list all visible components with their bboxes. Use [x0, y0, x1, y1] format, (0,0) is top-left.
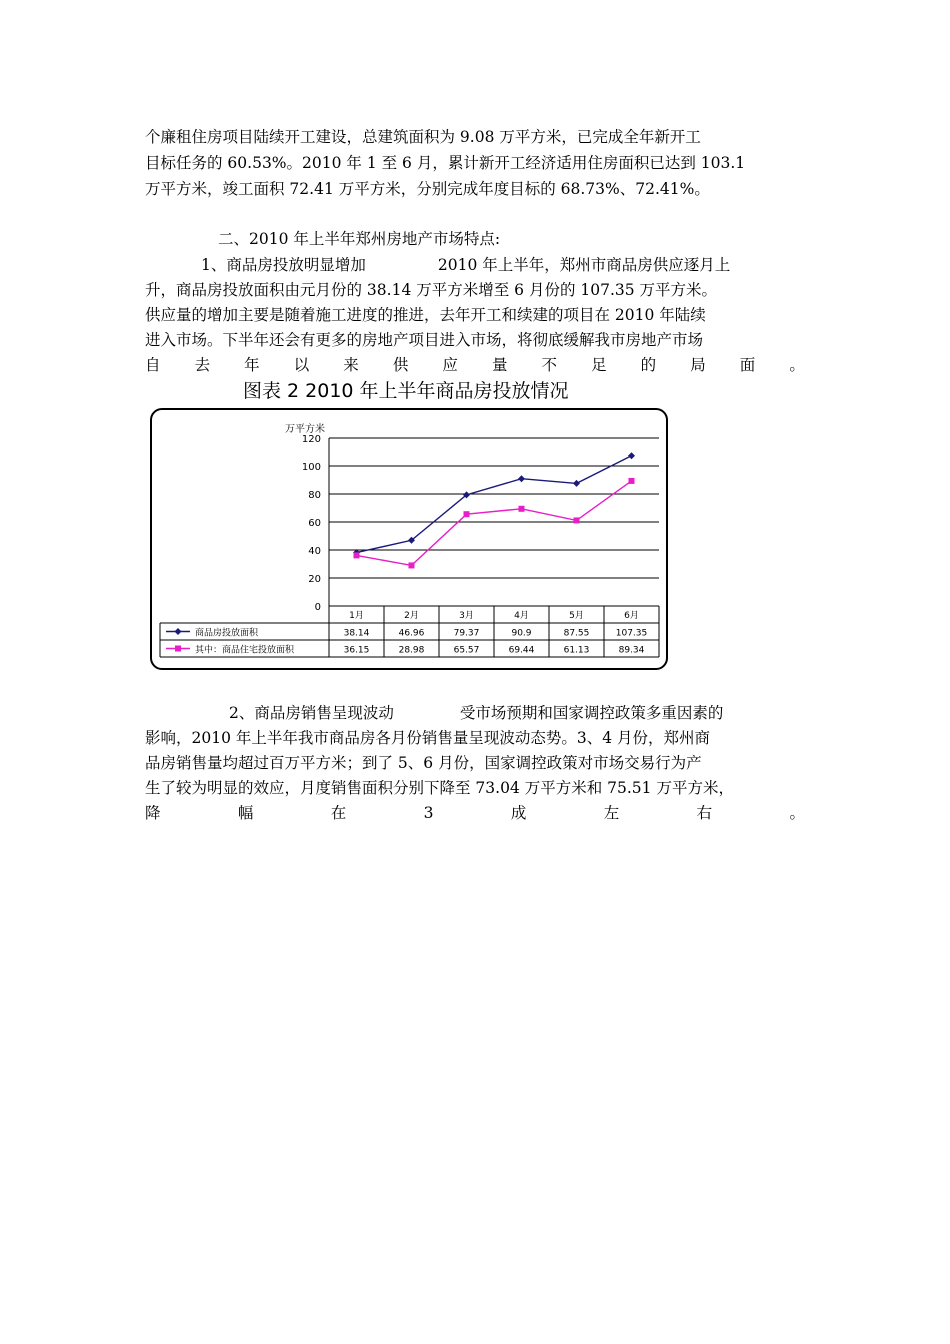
chart-frame — [150, 408, 668, 670]
data-point-marker — [354, 552, 360, 558]
y-tick-label: 0 — [314, 602, 321, 613]
x-tick-label: 6月 — [624, 611, 639, 621]
justified-char: 局 — [690, 356, 706, 374]
section-heading: 二、2010 年上半年郑州房地产市场特点: — [218, 230, 501, 248]
data-table-value: 69.44 — [508, 645, 535, 656]
paragraph-2-lead: 1、商品房投放明显增加 — [201, 256, 366, 274]
data-point-marker — [629, 478, 635, 484]
justified-char: 应 — [442, 356, 458, 374]
data-point-marker — [464, 511, 470, 517]
legend-marker — [175, 646, 181, 652]
justified-char: 量 — [491, 356, 508, 374]
paragraph-2-lead-rest: 2010 年上半年，郑州市商品房供应逐月上 — [437, 256, 731, 274]
paragraph-3-line-4: 生了较为明显的效应，月度销售面积分别下降至 73.04 万平方米和 75.51 万平方米， — [145, 779, 734, 797]
data-point-marker — [518, 475, 525, 482]
data-table-value: 61.13 — [563, 645, 590, 656]
data-table-value: 65.57 — [453, 645, 480, 656]
paragraph-1-line-3: 万平方米，竣工面积 72.41 万平方米，分别完成年度目标的 68.73%、72.41%。 — [145, 180, 710, 198]
y-axis-label: 万平方米 — [285, 424, 325, 435]
paragraph-1-line-2: 目标任务的 60.53%。2010 年 1 至 6 月，累计新开工经济适用住房面积已达到 103.1 — [145, 154, 746, 172]
justified-char: 自 — [145, 356, 161, 374]
paragraph-2-line-1 — [145, 252, 805, 278]
y-tick-label: 100 — [301, 462, 321, 473]
justified-char: 幅 — [237, 804, 254, 822]
data-table-value: 90.9 — [511, 628, 532, 639]
paragraph-3-line-3: 品房销售量均超过百万平方米；到了 5、6 月份，国家调控政策对市场交易行为产 — [145, 754, 702, 772]
data-point-marker — [628, 452, 635, 459]
series-line-1 — [357, 456, 632, 553]
y-tick-label: 60 — [308, 518, 321, 529]
justified-char: 年 — [244, 356, 260, 374]
justified-char: 足 — [591, 356, 607, 374]
paragraph-2-line-2: 升，商品房投放面积由元月份的 38.14 万平方米增至 6 月份的 107.35 万平方米。 — [145, 281, 718, 299]
justified-char: 左 — [603, 804, 620, 822]
legend-label: 商品房投放面积 — [195, 628, 259, 639]
chart-caption: 图表 2 2010 年上半年商品房投放情况 — [243, 380, 569, 402]
legend-marker — [175, 628, 182, 635]
y-tick-label: 80 — [308, 490, 321, 501]
data-point-marker — [573, 480, 580, 487]
justified-char: 右 — [696, 804, 713, 822]
justified-char: 。 — [789, 804, 805, 822]
x-tick-label: 4月 — [514, 611, 529, 621]
justified-char: 供 — [392, 356, 409, 374]
data-table-value: 28.98 — [398, 645, 425, 656]
paragraph-3-line-2: 影响，2010 年上半年我市商品房各月份销售量呈现波动态势。3、4 月份，郑州商 — [145, 729, 711, 747]
paragraph-2-line-3: 供应量的增加主要是随着施工进度的推进，去年开工和续建的项目在 2010 年陆续 — [145, 306, 706, 324]
justified-char: 去 — [194, 356, 211, 374]
data-table-value: 36.15 — [343, 645, 370, 656]
justified-char: 。 — [789, 356, 805, 374]
justified-char: 面 — [739, 356, 756, 374]
paragraph-2-line-5 — [145, 352, 805, 378]
paragraph-3-line-5 — [145, 800, 805, 826]
y-tick-label: 120 — [301, 434, 321, 445]
justified-char: 的 — [640, 356, 657, 374]
justified-char: 成 — [510, 804, 527, 822]
x-tick-label: 5月 — [569, 611, 584, 621]
x-tick-label: 2月 — [404, 611, 419, 621]
paragraph-3-line-1 — [145, 700, 805, 726]
line-chart — [152, 410, 666, 668]
data-table-value: 87.55 — [563, 628, 590, 639]
x-tick-label: 1月 — [349, 611, 364, 621]
data-point-marker — [574, 517, 580, 523]
justified-char: 以 — [293, 356, 310, 374]
data-table-value: 38.14 — [343, 628, 370, 639]
data-table-value: 107.35 — [615, 628, 648, 639]
y-tick-label: 40 — [308, 546, 321, 557]
paragraph-1-line-1: 个廉租住房项目陆续开工建设，总建筑面积为 9.08 万平方米，已完成全年新开工 — [145, 128, 701, 146]
paragraph-2-line-4: 进入市场。下半年还会有更多的房地产项目进入市场，将彻底缓解我市房地产市场 — [145, 331, 704, 349]
justified-char: 来 — [343, 356, 359, 374]
justified-char: 不 — [541, 356, 558, 374]
data-table-value: 46.96 — [398, 628, 425, 639]
data-table-value: 79.37 — [453, 628, 480, 639]
justified-char: 降 — [145, 804, 161, 822]
x-tick-label: 3月 — [459, 611, 474, 621]
data-point-marker — [409, 562, 415, 568]
justified-char: 3 — [423, 804, 434, 822]
paragraph-3-lead: 2、商品房销售呈现波动 — [229, 704, 394, 722]
legend-label: 其中：商品住宅投放面积 — [195, 645, 295, 656]
paragraph-3-lead-rest: 受市场预期和国家调控政策多重因素的 — [459, 704, 724, 722]
data-table-value: 89.34 — [618, 645, 645, 656]
justified-char: 在 — [330, 804, 347, 822]
data-point-marker — [519, 506, 525, 512]
y-tick-label: 20 — [308, 574, 321, 585]
